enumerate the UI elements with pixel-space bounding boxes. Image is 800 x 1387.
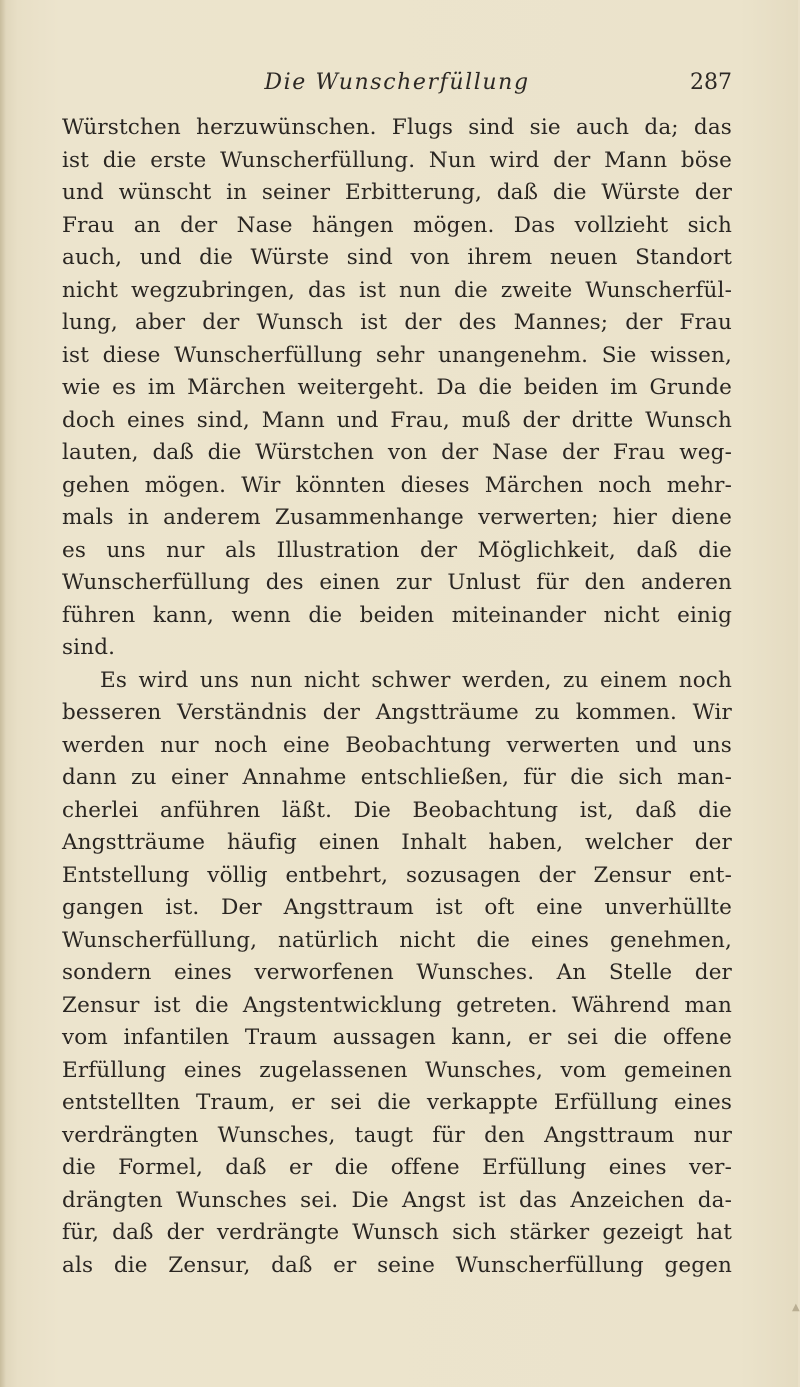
text-line: Wunscherfüllung, natürlich nicht die eines genehmen, <box>62 927 732 953</box>
text-line: für, daß der verdrängte Wunsch sich stärker gezeigt hat <box>62 1220 732 1245</box>
text-line: als die Zensur, daß er seine Wunscherfüllung gegen <box>62 1252 732 1278</box>
text-line: mals in anderem Zusammenhange verwerten; hier diene <box>62 505 732 530</box>
page-number: 287 <box>690 70 732 95</box>
text-line: Angstträume häufig einen Inhalt haben, welcher der <box>62 830 732 855</box>
text-line: lung, aber der Wunsch ist der des Mannes; der Frau <box>62 310 732 335</box>
text-line: vom infantilen Traum aussagen kann, er sei die offene <box>62 1025 732 1050</box>
paragraph-start-line: Es wird uns nun nicht schwer werden, zu einem noch <box>100 667 732 693</box>
text-line: verdrängten Wunsches, taugt für den Angsttraum nur <box>62 1122 732 1148</box>
text-line: besseren Verständnis der Angstträume zu kommen. Wir <box>62 700 732 725</box>
text-line: ist diese Wunscherfüllung sehr unangenehm. Sie wissen, <box>62 342 732 368</box>
text-line: dann zu einer Annahme entschließen, für die sich man- <box>62 765 732 790</box>
paper-spot-mark: ▲ <box>792 1302 800 1313</box>
text-line: entstellten Traum, er sei die verkappte Erfüllung eines <box>62 1090 732 1115</box>
binding-edge <box>0 0 6 1387</box>
text-line: drängten Wunsches sei. Die Angst ist das Anzeichen da- <box>62 1187 732 1213</box>
text-line: cherlei anführen läßt. Die Beobachtung ist, daß die <box>62 797 732 823</box>
text-line: Erfüllung eines zugelassenen Wunsches, vom gemeinen <box>62 1057 732 1083</box>
text-line: Frau an der Nase hängen mögen. Das vollzieht sich <box>62 212 732 238</box>
body-text <box>62 112 732 1282</box>
text-line: wie es im Märchen weitergeht. Da die beiden im Grunde <box>62 375 732 400</box>
text-line: doch eines sind, Mann und Frau, muß der dritte Wunsch <box>62 407 732 433</box>
text-line: und wünscht in seiner Erbitterung, daß die Würste der <box>62 180 732 205</box>
text-line: gangen ist. Der Angsttraum ist oft eine unverhüllte <box>62 895 732 920</box>
running-head <box>62 70 732 102</box>
text-line: sondern eines verworfenen Wunsches. An Stelle der <box>62 960 732 985</box>
paragraph-end-line: sind. <box>62 635 116 660</box>
text-line: lauten, daß die Würstchen von der Nase der Frau weg- <box>62 440 732 465</box>
text-line: Entstellung völlig entbehrt, sozusagen der Zensur ent- <box>62 862 732 888</box>
text-line: Würstchen herzuwünschen. Flugs sind sie auch da; das <box>62 115 732 140</box>
text-line: es uns nur als Illustration der Möglichkeit, daß die <box>62 537 732 563</box>
text-line: gehen mögen. Wir könnten dieses Märchen noch mehr- <box>62 472 732 498</box>
text-line: Wunscherfüllung des einen zur Unlust für den anderen <box>62 570 732 595</box>
text-line: Zensur ist die Angstentwicklung getreten. Während man <box>62 992 732 1018</box>
text-line: werden nur noch eine Beobachtung verwerten und uns <box>62 732 732 758</box>
text-line: führen kann, wenn die beiden miteinander nicht einig <box>62 602 732 628</box>
text-line: nicht wegzubringen, das ist nun die zweite Wunscherfül- <box>62 277 732 303</box>
text-line: die Formel, daß er die offene Erfüllung eines ver- <box>62 1155 732 1180</box>
text-line: ist die erste Wunscherfüllung. Nun wird der Mann böse <box>62 147 732 173</box>
text-line: auch, und die Würste sind von ihrem neuen Standort <box>62 245 732 270</box>
running-title: Die Wunscherfüllung <box>264 70 530 95</box>
